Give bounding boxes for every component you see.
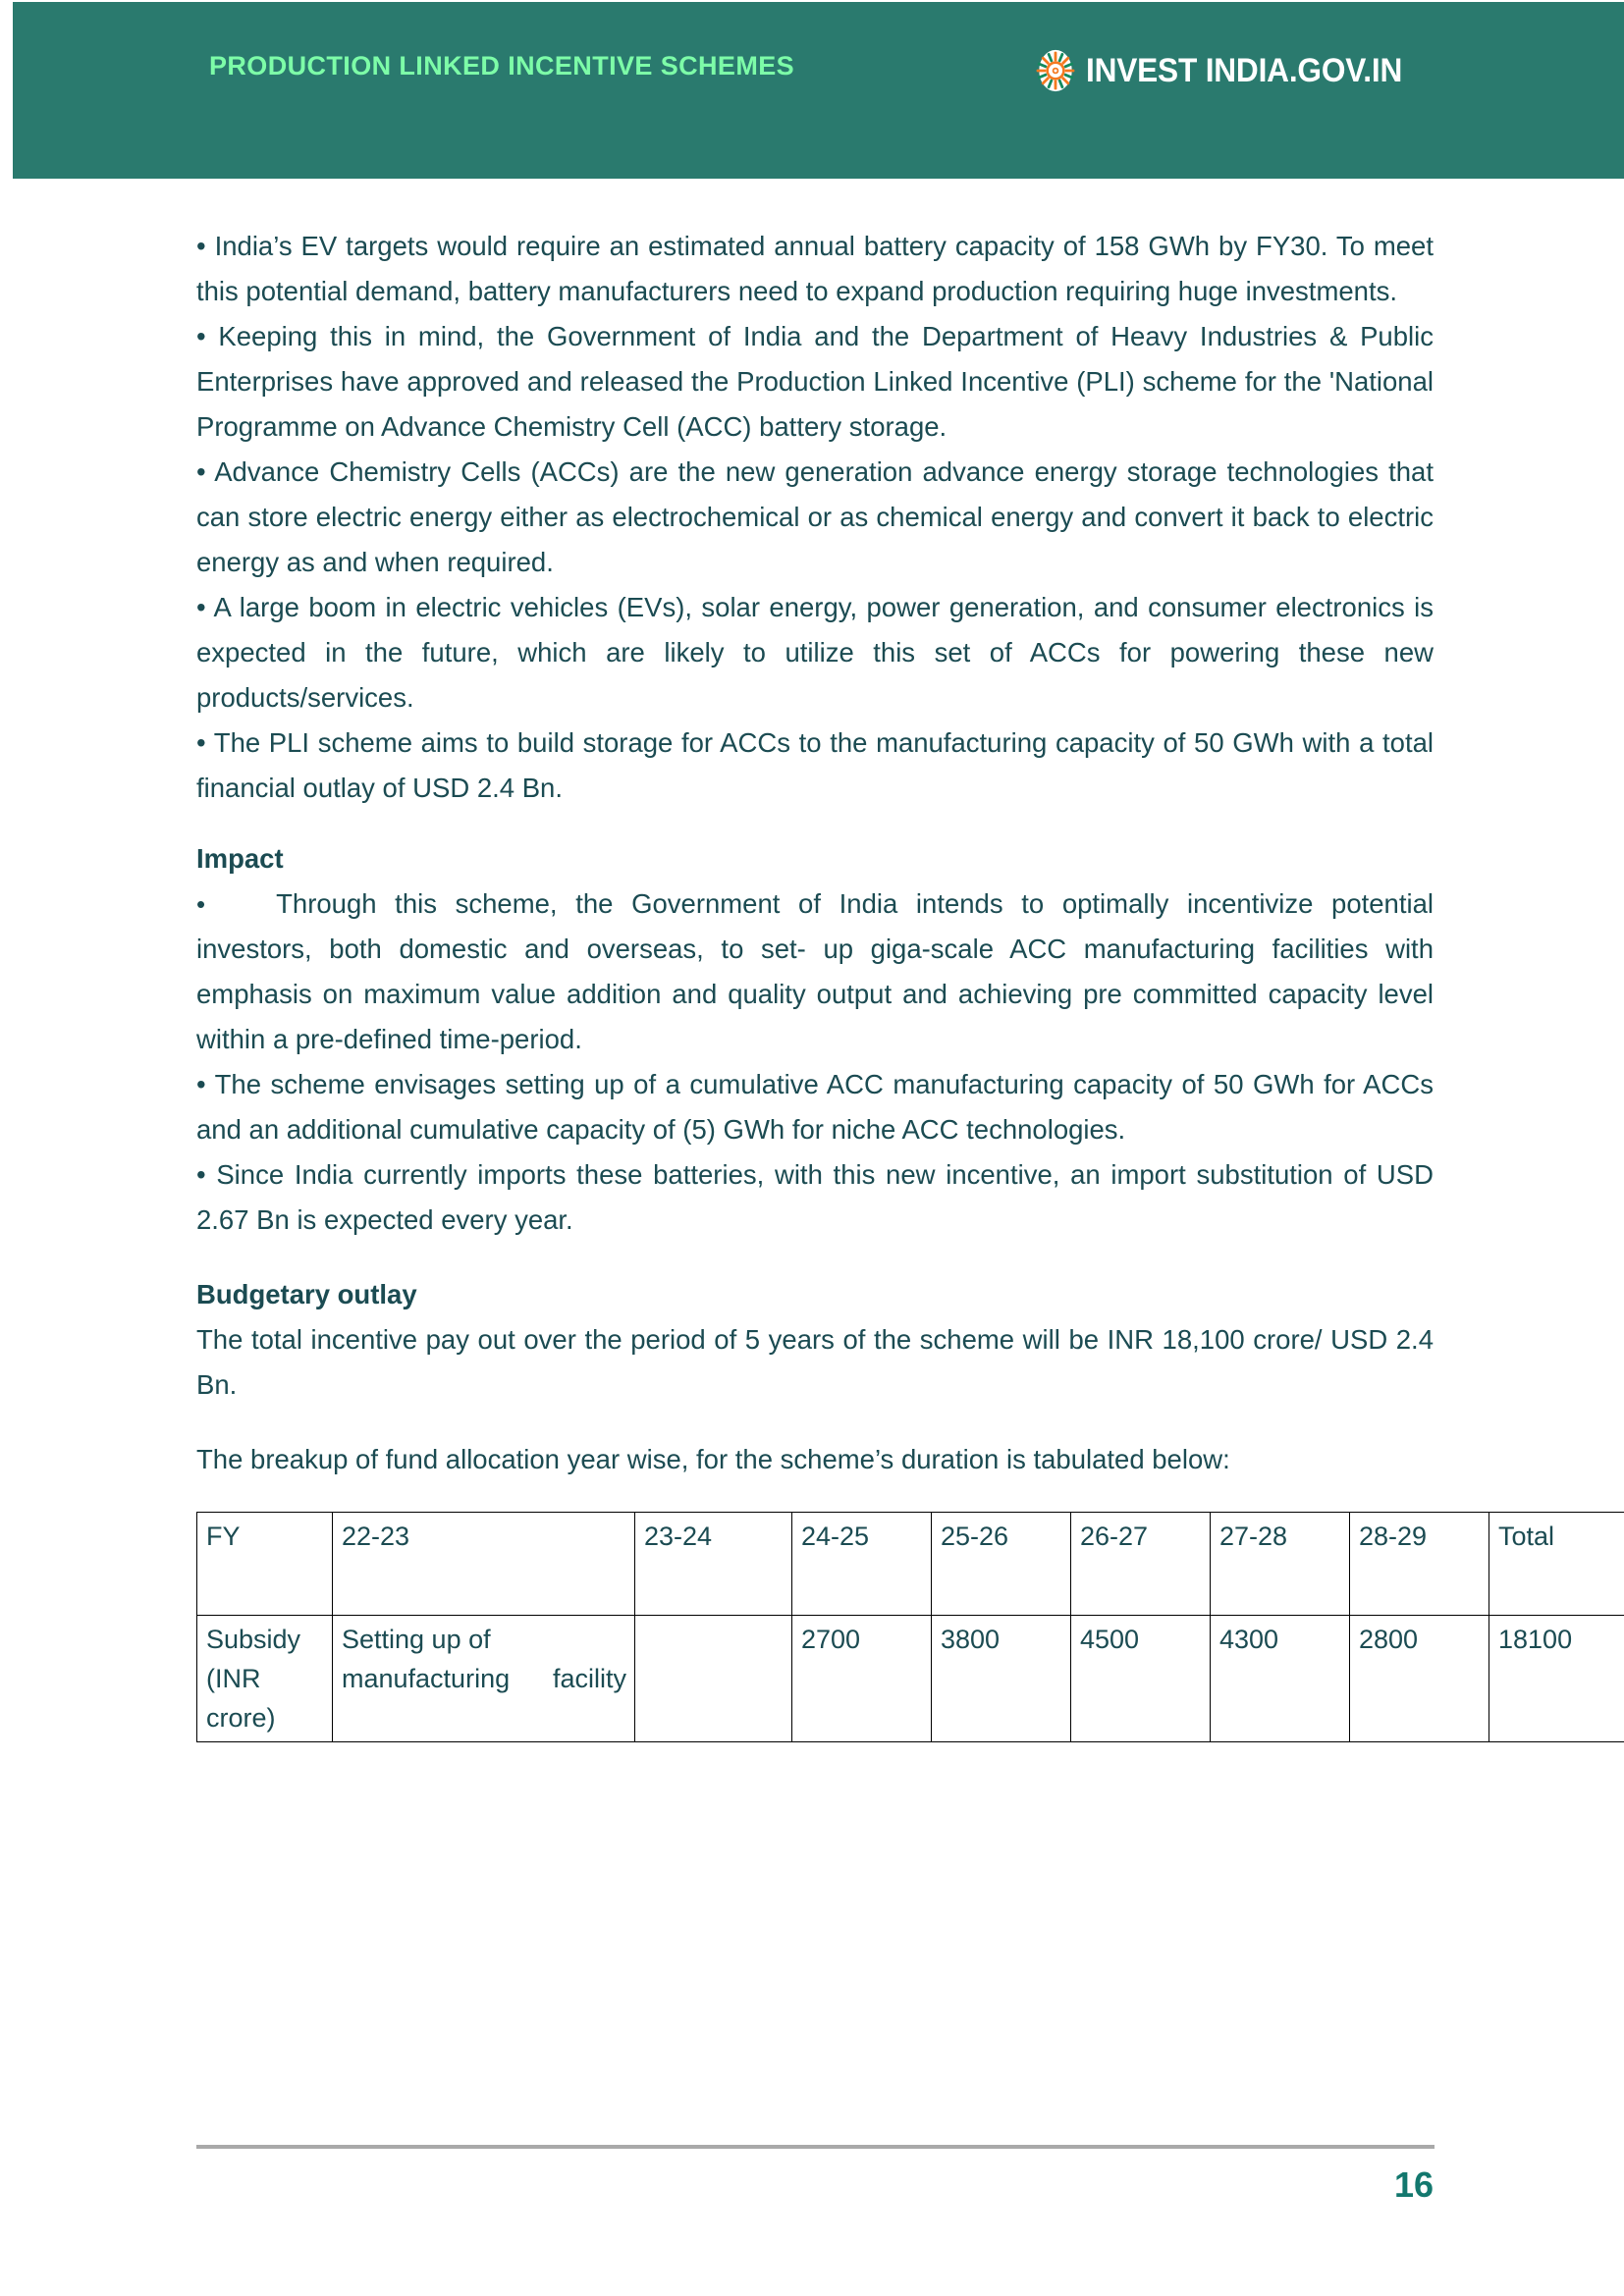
spacer [196,811,1434,836]
paragraph-acc-definition: • Advance Chemistry Cells (ACCs) are the new generation advance energy storage technologies that can store electric energy either as electrochemical or as chemical energy and convert it back to electric energy as and when required. [196,456,1434,577]
table-header-25-26: 25-26 [932,1513,1071,1616]
budgetary-outlay-text: The total incentive pay out over the period of 5 years of the scheme will be INR 18,100 crore/ USD 2.4 Bn. [196,1324,1434,1400]
table-header-28-29: 28-29 [1350,1513,1489,1616]
impact-bullet-capacity: • The scheme envisages setting up of a cumulative ACC manufacturing capacity of 50 GWh for ACCs and an additional cumulative capacity of (5) GWh for niche ACC technologies. [196,1069,1434,1145]
table-cell-26-27: 4500 [1071,1616,1211,1742]
table-cell-24-25: 2700 [792,1616,932,1742]
page-header-banner [13,2,1624,179]
impact-first-bullet [196,881,1434,1062]
table-header-row [197,1513,1624,1616]
table-cell-subsidy-label: Subsidy (INR crore) [197,1616,333,1742]
footer-divider [196,2145,1435,2149]
impact-first-bullet-text: Through this scheme, the Government of India intends to optimally incentivize potential investors, both domestic and overseas, to set- up giga-scale ACC manufacturing facilities with emphasis on maximum value addition and quality output and achieving pre committed capacity level within a pre-defined time-period. [196,888,1434,1054]
page-number: 16 [1393,2164,1434,2205]
table-header-24-25: 24-25 [792,1513,932,1616]
table-cell-activity: Setting up of manufacturing facility [333,1616,635,1742]
paragraph-pli-scheme-approval: • Keeping this in mind, the Government of India and the Department of Heavy Industries & Public Enterprises have approved and released the Production Linked Incentive (PLI) scheme for the 'National Programme on Advance Chemistry Cell (ACC) battery storage. [196,321,1434,442]
table-cell-total: 18100 [1489,1616,1624,1742]
table-header-fy: FY [197,1513,333,1616]
paragraph-ev-targets: • India’s EV targets would require an estimated annual battery capacity of 158 GWh by FY30. To meet this potential demand, battery manufacturers need to expand production requiring huge investments. [196,231,1434,306]
bullet-marker: • [196,889,206,919]
table-cell-25-26: 3800 [932,1616,1071,1742]
table-header-22-23: 22-23 [333,1513,635,1616]
fund-allocation-table-wrapper [196,1512,1573,1742]
fund-allocation-table [196,1512,1624,1742]
ashoka-chakra-wheel-icon [1034,49,1077,92]
impact-bullet-import-substitution: • Since India currently imports these batteries, with this new incentive, an import substitution of USD 2.67 Bn is expected every year. [196,1159,1434,1235]
brand-wordmark: INVEST INDIA.GOV.IN [1086,51,1403,89]
header-title: PRODUCTION LINKED INCENTIVE SCHEMES [209,51,795,80]
table-row [197,1616,1624,1742]
table-header-23-24: 23-24 [635,1513,792,1616]
document-body [196,224,1573,1742]
impact-heading: Impact [196,843,284,874]
table-header-27-28: 27-28 [1211,1513,1350,1616]
paragraph-ev-boom: • A large boom in electric vehicles (EVs), solar energy, power generation, and consumer electronics is expected in the future, which are likely to utilize this set of ACCs for powering these new products/services. [196,592,1434,713]
table-header-total: Total [1489,1513,1624,1616]
table-cell-23-24 [635,1616,792,1742]
table-cell-28-29: 2800 [1350,1616,1489,1742]
paragraph-scheme-aims: • The PLI scheme aims to build storage for ACCs to the manufacturing capacity of 50 GWh with a total financial outlay of USD 2.4 Bn. [196,727,1434,803]
budgetary-outlay-heading: Budgetary outlay [196,1279,417,1309]
table-intro-text: The breakup of fund allocation year wise, for the scheme’s duration is tabulated below: [196,1444,1230,1474]
spacer [196,1408,1434,1437]
invest-india-logo [1034,49,1426,92]
table-header-26-27: 26-27 [1071,1513,1211,1616]
table-cell-27-28: 4300 [1211,1616,1350,1742]
spacer [196,1243,1434,1272]
